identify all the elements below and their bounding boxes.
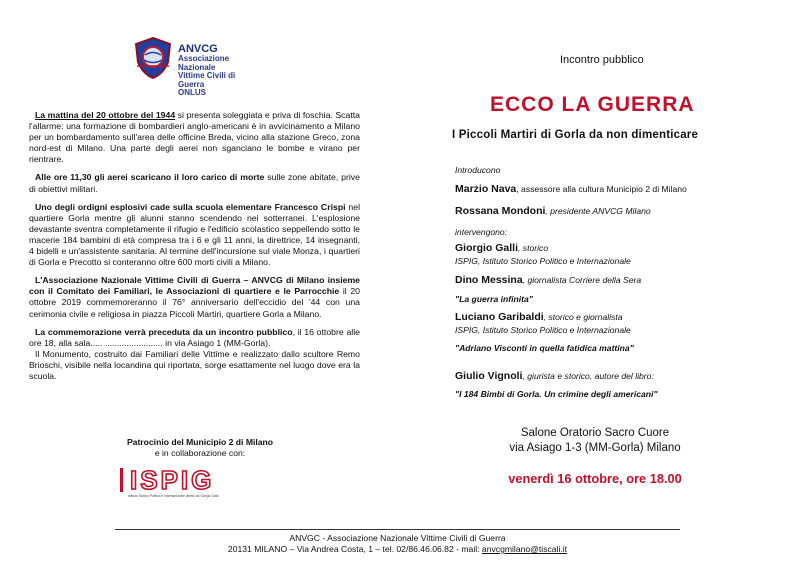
p3-bold: Uno degli ordigni esplosivi cade sulla scuola elementare Francesco Crispi <box>35 201 346 212</box>
ispig-tagline: Istituto Storico Politico e Internazionale diretto da Giorgio Galli <box>128 494 219 498</box>
venue <box>430 426 760 456</box>
speaker-garibaldi-book: "Adriano Visconti in quella fatidica mattina" <box>455 343 634 353</box>
speaker-messina <box>455 274 641 286</box>
p5-bold: La commemorazione verrà preceduta da un incontro pubblico <box>35 326 293 337</box>
paragraph-1 <box>29 110 360 165</box>
speaker-vignoli <box>455 370 654 382</box>
logo-acronym: ANVCG <box>178 43 218 55</box>
speaker-garibaldi-name: Luciano Garibaldi <box>455 311 544 323</box>
logo-line2: Associazione Nazionale <box>178 54 230 72</box>
logo-line4: ONLUS <box>178 88 206 97</box>
footer-address <box>115 544 680 555</box>
p1-bold: La mattina del 20 ottobre del 1944 <box>35 110 176 120</box>
footer-address-text: 20131 MILANO – Via Andrea Costa, 1 – tel. 02/86.46.06.82 - mail: <box>227 544 482 554</box>
logo-line3: Vittime Civili di Guerra <box>178 71 236 89</box>
venue-address: via Asiago 1-3 (MM-Gorla) Milano <box>509 442 681 454</box>
p1-rest: si presenta soleggiata e priva di foschia. Scatta l'allarme: una formazione di bombardieri anglo-americani è in avvicinamento a Milano per un bombardamento sull'area delle officine Breda, vicino alla stazione Greco, zona nord-est di Milano. Una parte degli aerei non sganciano le bombe e virano per rientrare. <box>29 110 360 165</box>
speaker-mondoni <box>455 205 651 217</box>
logo-text <box>178 43 253 98</box>
footer-org: ANVGC - Associazione Nazionale Vittime Civili di Guerra <box>289 533 506 543</box>
speaker-galli-role: , storico <box>518 243 549 253</box>
speaker-vignoli-role: , giurista e storico, autore del libro: <box>522 371 654 381</box>
event-type: Incontro pubblico <box>560 54 644 66</box>
anvcg-logo <box>133 36 253 97</box>
footer <box>115 533 680 555</box>
paragraph-5 <box>29 327 360 349</box>
speaker-galli <box>455 242 548 254</box>
speaker-messina-book: "La guerra infinita" <box>455 294 533 304</box>
speaker-galli-name: Giorgio Galli <box>455 242 519 254</box>
speaker-messina-role: , giornalista Corriere della Sera <box>522 275 642 285</box>
p4-bold: L'Associazione Nazionale Vittime Civili di Guerra – ANVCG di Milano insieme con il Comitato dei Familiari, le Associazioni di quartiere e le Parrocchie <box>29 275 360 297</box>
patronage-line1: Patrocinio del Municipio 2 di Milano <box>126 437 274 447</box>
p5-rest: , il 16 ottobre alle ore 18, alla sala..... ........................ in via Asiago 1 (MM-Gorla). <box>29 326 360 348</box>
ispig-logo-graphic <box>118 464 246 500</box>
speaker-vignoli-book: "I 184 Bimbi di Gorla. Un crimine degli americani" <box>455 389 658 399</box>
speaker-mondoni-name: Rossana Mondoni <box>455 205 546 217</box>
event-date: venerdì 16 ottobre, ore 18.00 <box>508 471 682 486</box>
speaker-nava-name: Marzio Nava <box>455 183 517 195</box>
speaker-nava <box>455 183 687 195</box>
paragraph-2 <box>29 172 360 194</box>
speaker-messina-name: Dino Messina <box>455 274 523 286</box>
speaker-mondoni-role: , presidente ANVCG Milano <box>545 206 651 216</box>
paragraph-4 <box>29 275 360 319</box>
speaker-garibaldi <box>455 311 623 323</box>
speaker-vignoli-name: Giulio Vignoli <box>455 370 523 382</box>
patronage <box>100 437 300 459</box>
intervengono-label: intervengono: <box>455 227 508 237</box>
event-subtitle: I Piccoli Martiri di Gorla da non dimenticare <box>452 129 699 141</box>
speaker-galli-org: ISPIG, Istituto Storico Politico e Internazionale <box>455 256 631 266</box>
footer-divider <box>115 529 680 530</box>
speaker-nava-role: , assessore alla cultura Municipio 2 di Milano <box>516 184 687 194</box>
paragraph-3 <box>29 202 360 269</box>
speaker-garibaldi-org: ISPIG, Istituto Storico Politico e Internazionale <box>455 325 631 335</box>
footer-email-link[interactable]: anvcgmilano@tiscali.it <box>481 544 568 554</box>
p4-rest: il 20 ottobre 2019 commemoreranno il 76° anniversario dell'eccidio del '44 con una cerimonia civile e religiosa in piazza Piccoli Martiri, quartiere Gorla a Milano. <box>29 286 360 319</box>
venue-name: Salone Oratorio Sacro Cuore <box>520 427 670 439</box>
speaker-garibaldi-role: , storico e giornalista <box>543 312 623 322</box>
p3-rest: nel quartiere Gorla mentre gli alunni stanno scendendo nei sotterranei. L'esplosione devastante sventra completamente il rifugio e l'edificio scolastico seppellendo sotto le macerie 184 bambini di età compresa tra i 6 e gli 11 anni, la direttrice, 14 insegnanti, 4 bidelli e un'assistente sanitaria. Al termine dell'incursione sul viale Monza, i quartieri di Gorla e Precotto si conteranno oltre 600 morti civili a Milano. <box>29 201 360 268</box>
ispig-logo-text: ISPIG <box>130 465 215 495</box>
p2-rest: sulle zone abitate, prive di obiettivi militari. <box>29 172 360 194</box>
paragraph-6: Il Monumento, costruito dai Familiari delle Vittime e realizzato dallo scultore Remo Brioschi, visibile nella locandina qui riportata, sorge esattamente nel luogo dove era la scuola. <box>29 348 360 381</box>
left-text-column <box>29 110 360 389</box>
introducono-label: Introducono <box>455 165 501 175</box>
ispig-logo <box>118 464 246 500</box>
event-title: ECCO LA GUERRA <box>490 93 695 116</box>
patronage-line2: e in collaborazione con: <box>154 448 246 458</box>
p2-bold: Alle ore 11,30 gli aerei scaricano il loro carico di morte <box>35 172 265 183</box>
anvcg-shield-icon <box>133 36 173 80</box>
